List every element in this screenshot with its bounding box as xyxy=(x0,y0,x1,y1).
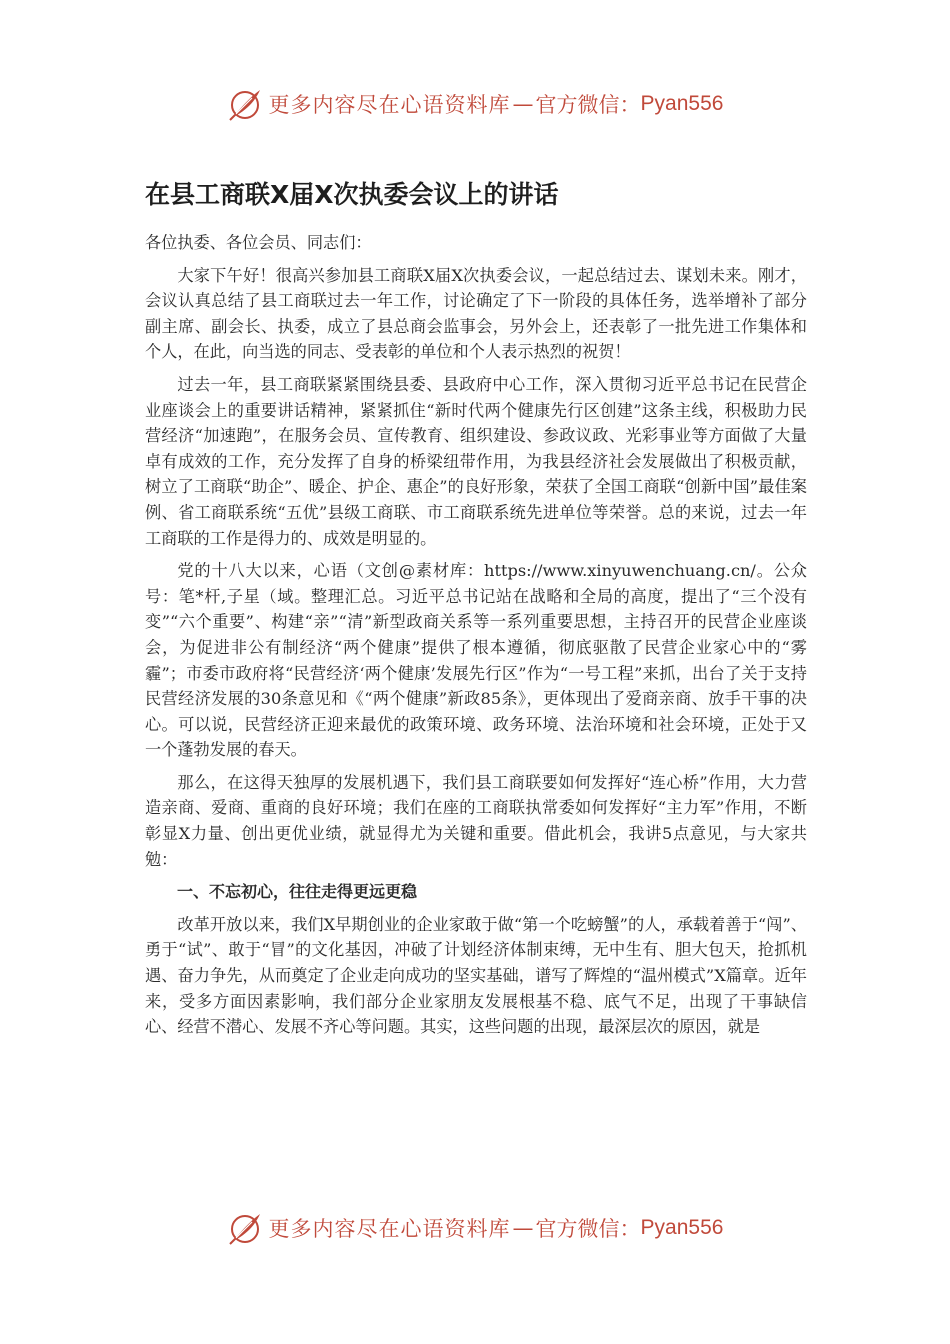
paragraph: 大家下午好！很高兴参加县工商联X届X次执委会议，一起总结过去、谋划未来。刚才，会议认真总结了县工商联过去一年工作，讨论确定了下一阶段的具体任务，选举增补了部分副主席、副会长、执委，成立了县总商会监事会，另外会上，还表彰了一批先进工作集体和个人，在此，向当选的同志、受表彰的单位和个人表示热烈的祝贺！ xyxy=(145,265,807,362)
document-body xyxy=(145,230,807,1047)
document-title: 在县工商联X届X次执委会议上的讲话 xyxy=(145,180,559,209)
salutation: 各位执委、各位会员、同志们： xyxy=(145,233,372,252)
paragraph: 党的十八大以来，心语（文创@素材库：https://www.xinyuwenchuang.cn/。公众号：笔*杆,子星（域。整理汇总。习近平总书记站在战略和全局的高度，提出了“三个没有变”“六个重要”、构建“亲”“清”新型政商关系等一系列重要思想，主持召开的民营企业座谈会，为促进非公有制经济“两个健康”提供了根本遵循，彻底驱散了民营企业家心中的“雾霾”；市委市政府将“民营经济‘两个健康’发展先行区”作为“一号工程”来抓，出台了关于支持民营经济发展的30条意见和《“两个健康”新政85条》，更体现出了爱商亲商、放手干事的决心。可以说，民营经济正迎来最优的政策环境、政务环境、法治环境和社会环境，正处于又一个蓬勃发展的春天。 xyxy=(145,561,807,760)
banner-dash: — xyxy=(512,1216,534,1240)
quill-pen-logo-icon xyxy=(227,86,263,122)
section-heading: 一、不忘初心，往往走得更远更稳 xyxy=(177,882,418,902)
quill-pen-logo-icon xyxy=(227,1210,263,1246)
banner-wechat-label: 官方微信： xyxy=(535,93,641,117)
banner-wechat-label: 官方微信： xyxy=(535,1217,641,1241)
banner-wechat-id: Pyan556 xyxy=(640,1216,724,1239)
paragraph: 那么，在这得天独厚的发展机遇下，我们县工商联要如何发挥好“连心桥”作用，大力营造亲商、爱商、重商的良好环境；我们在座的工商联执常委如何发挥好“主力军”作用，不断彰显X力量、创出更优业绩，就显得尤为关键和重要。借此机会，我讲5点意见，与大家共勉： xyxy=(145,772,807,869)
paragraph: 过去一年，县工商联紧紧围绕县委、县政府中心工作，深入贯彻习近平总书记在民营企业座谈会上的重要讲话精神，紧紧抓住“新时代两个健康先行区创建”这条主线，积极助力民营经济“加速跑”，在服务会员、宣传教育、组织建设、参政议政、光彩事业等方面做了大量卓有成效的工作，充分发挥了自身的桥梁纽带作用，为我县经济社会发展做出了积极贡献，树立了工商联“助企”、暖企、护企、惠企”的良好形象，荣获了全国工商联“创新中国”最佳案例、省工商联系统“五优”县级工商联、市工商联系统先进单位等荣誉。总的来说，过去一年工商联的工作是得力的、成效是明显的。 xyxy=(145,374,807,548)
banner-text: 更多内容尽在心语资料库 xyxy=(268,1217,511,1241)
footer-banner[interactable] xyxy=(0,1208,950,1248)
header-banner[interactable] xyxy=(0,84,950,124)
paragraph: 改革开放以来，我们X早期创业的企业家敢于做“第一个吃螃蟹”的人，承载着善于“闯”、勇于“试”、敢于“冒”的文化基因，冲破了计划经济体制束缚，无中生有、胆大包天，抢抓机遇、奋力争先，从而奠定了企业走向成功的坚实基础，谱写了辉煌的“温州模式”X篇章。近年来，受多方面因素影响，我们部分企业家朋友发展根基不稳、底气不足，出现了干事缺信心、经营不潜心、发展不齐心等问题。其实，这些问题的出现，最深层次的原因，就是 xyxy=(145,914,807,1037)
banner-dash: — xyxy=(512,92,534,116)
banner-text: 更多内容尽在心语资料库 xyxy=(268,93,511,117)
banner-wechat-id: Pyan556 xyxy=(640,92,724,115)
